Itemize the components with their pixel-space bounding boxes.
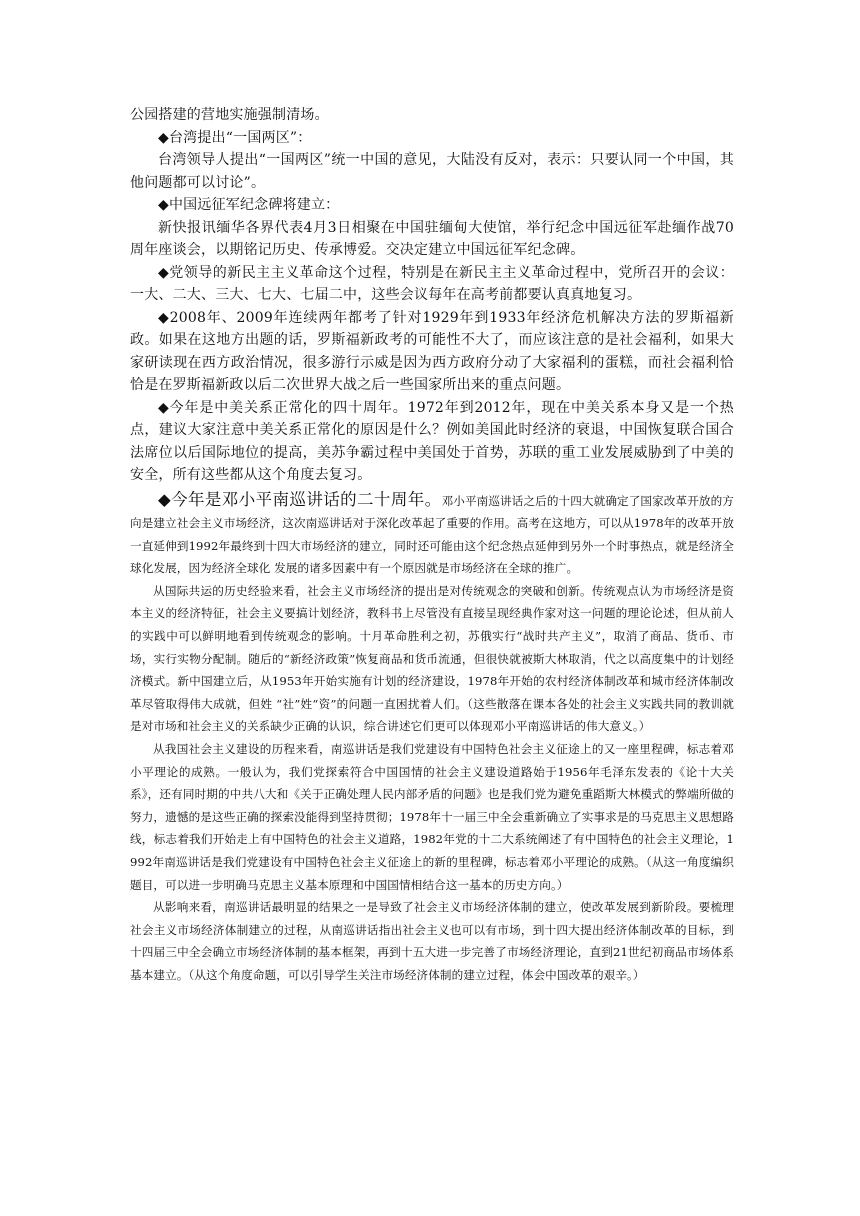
heading-expedition-army-memorial: ◆中国远征军纪念碑将建立： <box>158 197 340 213</box>
paragraph-sino-us-relations: ◆今年是中美关系正常化的四十周年。1972年到2012年，现在中美关系本身又是一个热点，建议大家注意中美关系正常化的原因是什么？例如美国此时经济的衰退，中国恢复联合国合法席位以后国际地位的提高，美苏争霸过程中美国处于首势，苏联的重工业发展威胁到了中美的安全，所有这些都从这个角度去复习。 <box>130 399 734 483</box>
paragraph-roosevelt-new-deal: ◆2008年、2009年连续两年都考了针对1929年到1933年经济危机解决方法的罗斯福新政。如果在这地方出题的话，罗斯福新政考的可能性不大了，而应该注意的是社会福利，如果大家研读现在西方政治情况，很多游行示威是因为西方政府分动了大家福利的蛋糕，而社会福利恰恰是在罗斯福新政以后二次世界大战之后一些国家所出来的重点问题。 <box>130 309 734 393</box>
paragraph-expedition-army: 新快报讯缅华各界代表4月3日相聚在中国驻缅甸大使馆，举行纪念中国远征军赴缅作战70周年座谈会，以期铭记历史、传承博爱。交决定建立中国远征军纪念碑。 <box>130 219 734 258</box>
paragraph-socialist-construction: 从我国社会主义建设的历程来看，南巡讲话是我们党建设有中国特色社会主义征途上的又一座里程碑，标志着邓小平理论的成熟。一般认为，我们党探索符合中国国情的社会主义建设道路始于1956年毛泽东发表的《论十大关系》，还有同时期的中共八大和《关于正确处理人民内部矛盾的问题》也是我们党为避免重蹈斯大林模式的弊端所做的努力，遗憾的是这些正确的探索没能得到坚持贯彻；1978年十一届三中全会重新确立了实事求是的马克思主义思想路线，标志着我们开始走上有中国特色的社会主义道路，1982年党的十二大系统阐述了有中国特色的社会主义理论，1992年南巡讲话是我们党建设有中国特色社会主义征途上的新的里程碑，标志着邓小平理论的成熟。（从这一角度编织题目，可以进一步明确马克思主义基本原理和中国国情相结合这一基本的历史方向。） <box>130 742 734 892</box>
paragraph-party-congresses: ◆党领导的新民主主义革命这个过程，特别是在新民主主义革命过程中，党所召开的会议：一大、二大、三大、七大、七届二中，这些会议每年在高考前都要认真真地复习。 <box>130 264 734 303</box>
paragraph-international-communism: 从国际共运的历史经验来看，社会主义市场经济的提出是对传统观念的突破和创新。传统观点认为市场经济是资本主义的经济特征，社会主义要搞计划经济，教科书上尽管没有直接呈现经典作家对这一问题的理论论述，但从前人的实践中可以鲜明地看到传统观念的影响。十月革命胜利之初，苏俄实行“战时共产主义”，取消了商品、货币、市场，实行实物分配制。随后的“新经济政策”恢复商品和货币流通，但很快就被斯大林取消，代之以高度集中的计划经济模式。新中国建立后，从1953年开始实施有计划的经济建设，1978年开始的农村经济体制改革和城市经济体制改革尽管取得伟大成就，但姓 “社”姓“资”的问题一直困扰着人们。（这些散落在课本各处的社会主义实践共同的教训就是对市场和社会主义的关系缺少正确的认识，综合讲述它们更可以体现邓小平南巡讲话的伟大意义。） <box>130 583 734 734</box>
paragraph-market-economy-impact: 从影响来看，南巡讲话最明显的结果之一是导致了社会主义市场经济体制的建立，使改革发展到新阶段。要梳理社会主义市场经济体制建立的过程，从南巡讲话指出社会主义也可以有市场，到十四大提出经济体制改革的目标，到十四届三中全会确立市场经济体制的基本框架，再到十五大进一步完善了市场经济理论，直到21世纪初商品市场体系基本建立。（从这个角度命题，可以引导学生关注市场经济体制的建立过程，体会中国改革的艰辛。） <box>130 900 734 982</box>
document-page <box>130 104 734 987</box>
paragraph-park-clearance: 公园搭建的营地实施强制清场。 <box>130 107 329 123</box>
southern-tour-body: 邓小平南巡讲话之后的十四大就确定了国家改革开放的方向是建立社会主义市场经济，这次南巡讲话对于深化改革起了重要的作用。高考在这地方，可以从1978年的改革开放一直延伸到1992年最终到十四大市场经济的建立，同时还可能由这个纪念热点延伸到另外一个时事热点，就是经济全球化发展，因为经济全球化 发展的诸多因素中有一个原因就是市场经济在全球的推广。 <box>130 493 734 576</box>
southern-tour-heading: ◆今年是邓小平南巡讲话的二十周年。 <box>158 489 442 509</box>
paragraph-taiwan: 台湾领导人提出“一国两区”统一中国的意见，大陆没有反对，表示：只要认同一个中国，其他问题都可以讨论”。 <box>130 152 734 191</box>
paragraph-southern-tour <box>130 489 734 580</box>
heading-taiwan-one-country-two-areas: ◆台湾提出“一国两区”： <box>158 129 312 146</box>
